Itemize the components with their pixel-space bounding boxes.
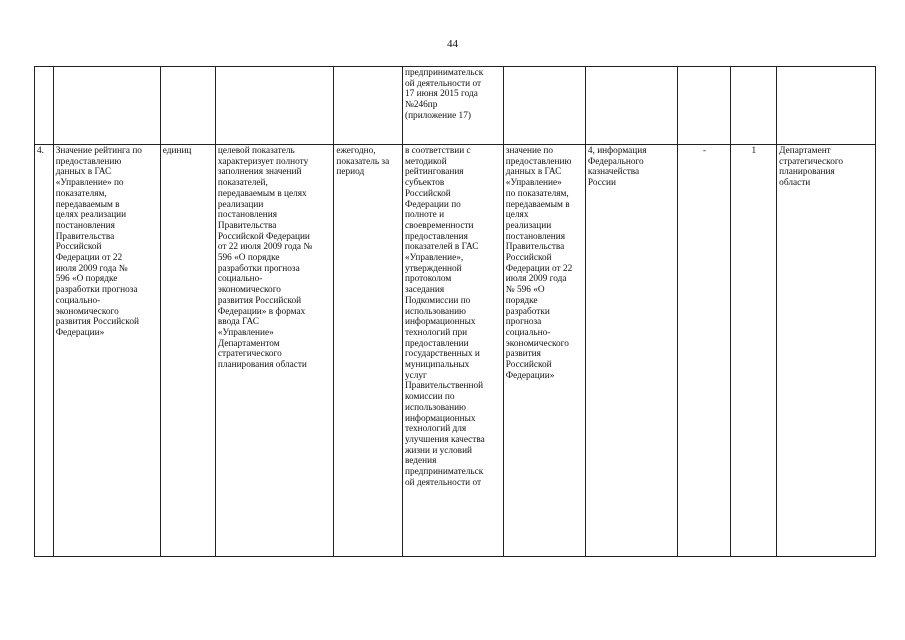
cell-indicator-name: Значение рейтинга по предоставлению данных в ГАС «Управление» по показателям, передаваемым в целях реализации постановления Правительства Российской Федерации от 22 июля 2009 года № 596 «О порядке разработки прогноза социально- экономического развития Российской Федерации» xyxy=(53,145,160,557)
cell-empty xyxy=(215,67,334,145)
page-number: 44 xyxy=(447,38,458,50)
cell-method-continuation: предпринимательск ой деятельности от 17 июня 2015 года №246пр (приложение 17) xyxy=(402,67,503,145)
cell-empty xyxy=(731,67,777,145)
cell-method: в соответствии с методикой рейтингования субъектов Российской Федерации по полноте и своевременности предоставления показателей в ГАС «Управление», утвержденной протоколом заседания Подкомиссии по использованию информационных технологий при предоставлении государственных и муниципальных услуг Правительственной комиссии по использованию информационных технологий для улучшения качества жизни и условий ведения предпринимательск ой деятельности от xyxy=(402,145,503,557)
cell-row-number: 4. xyxy=(35,145,54,557)
cell-source: 4, информация Федерального казначейства России xyxy=(585,145,678,557)
cell-empty xyxy=(160,67,215,145)
table-row-indicator-4 xyxy=(35,145,876,557)
cell-description: целевой показатель характеризует полноту заполнения значений показателей, передаваемым в целях реализации постановления Правительства Российской Федерации от 22 июля 2009 года № 596 «О порядке разработки прогноза социально- экономического развития Российской Федерации» в формах ввода ГАС «Управление» Департаментом стратегического планирования области xyxy=(215,145,334,557)
cell-unit: единиц xyxy=(160,145,215,557)
cell-col9-value: - xyxy=(678,145,731,557)
cell-empty xyxy=(585,67,678,145)
cell-empty xyxy=(678,67,731,145)
cell-empty xyxy=(35,67,54,145)
cell-basis: значение по предоставлению данных в ГАС «Управление» по показателям, передаваемым в целях реализации постановления Правительства Российской Федерации от 22 июля 2009 года № 596 «О порядке разработки прогноза социально- экономического развития Российской Федерации» xyxy=(503,145,585,557)
indicator-table xyxy=(34,66,876,557)
cell-periodicity: ежегодно, показатель за период xyxy=(334,145,403,557)
cell-col10-value: 1 xyxy=(731,145,777,557)
cell-empty xyxy=(503,67,585,145)
cell-empty xyxy=(777,67,876,145)
cell-empty xyxy=(334,67,403,145)
cell-empty xyxy=(53,67,160,145)
table-row-continuation xyxy=(35,67,876,145)
cell-responsible: Департамент стратегического планирования области xyxy=(777,145,876,557)
